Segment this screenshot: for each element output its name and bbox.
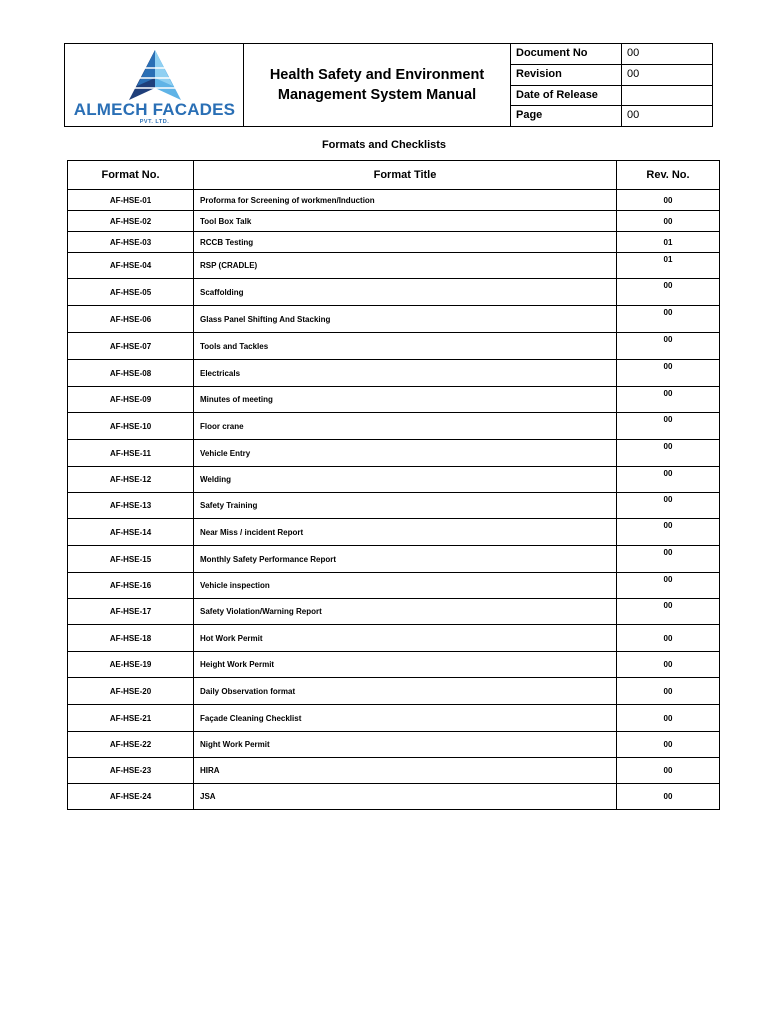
table-row <box>68 705 720 732</box>
rev-no-cell: 00 <box>617 546 720 573</box>
rev-no-cell: 01 <box>617 232 720 253</box>
rev-no-cell: 00 <box>617 784 720 810</box>
table-row <box>68 306 720 333</box>
document-meta <box>511 44 712 126</box>
rev-no-cell: 00 <box>617 279 720 306</box>
format-title-cell: Tool Box Talk <box>194 211 617 232</box>
manual-title-line-1: Health Safety and Environment <box>269 67 485 83</box>
rev-no-cell: 00 <box>617 306 720 333</box>
format-title-cell: Daily Observation format <box>194 678 617 705</box>
format-no-cell: AF-HSE-15 <box>68 546 194 573</box>
format-no-cell: AF-HSE-16 <box>68 573 194 599</box>
table-row <box>68 652 720 678</box>
format-title-cell: Vehicle inspection <box>194 573 617 599</box>
format-title-cell: Monthly Safety Performance Report <box>194 546 617 573</box>
formats-table <box>67 160 720 810</box>
document-header <box>64 43 713 127</box>
format-title-cell: Minutes of meeting <box>194 387 617 413</box>
meta-label: Document No <box>511 44 622 64</box>
meta-row-document-no <box>511 44 712 65</box>
rev-no-cell: 00 <box>617 387 720 413</box>
table-header-row <box>68 161 720 190</box>
meta-label: Revision <box>511 65 622 85</box>
rev-no-cell: 01 <box>617 253 720 279</box>
meta-value: 00 <box>627 47 640 59</box>
meta-row-revision <box>511 65 712 86</box>
rev-no-cell: 00 <box>617 190 720 211</box>
meta-label: Date of Release <box>511 86 622 106</box>
format-title-cell: Scaffolding <box>194 279 617 306</box>
table-row <box>68 387 720 413</box>
logo-subtitle: PVT. LTD. <box>139 119 170 125</box>
rev-no-cell: 00 <box>617 360 720 387</box>
column-header-format-no: Format No. <box>68 161 194 190</box>
format-no-cell: AF-HSE-05 <box>68 279 194 306</box>
table-row <box>68 190 720 211</box>
format-no-cell: AF-HSE-09 <box>68 387 194 413</box>
section-title: Formats and Checklists <box>321 139 447 151</box>
format-no-cell: AF-HSE-02 <box>68 211 194 232</box>
format-no-cell: AF-HSE-06 <box>68 306 194 333</box>
meta-row-date-of-release <box>511 86 712 107</box>
format-title-cell: Electricals <box>194 360 617 387</box>
meta-label: Page <box>511 106 622 126</box>
format-title-cell: Hot Work Permit <box>194 625 617 652</box>
rev-no-cell: 00 <box>617 652 720 678</box>
format-title-cell: Vehicle Entry <box>194 440 617 467</box>
logo-pyramid-icon <box>75 48 234 102</box>
rev-no-cell: 00 <box>617 678 720 705</box>
format-title-cell: Floor crane <box>194 413 617 440</box>
format-no-cell: AF-HSE-01 <box>68 190 194 211</box>
column-header-format-title: Format Title <box>194 161 617 190</box>
table-row <box>68 211 720 232</box>
rev-no-cell: 00 <box>617 211 720 232</box>
table-row <box>68 440 720 467</box>
rev-no-cell: 00 <box>617 732 720 758</box>
company-logo <box>65 44 244 126</box>
rev-no-cell: 00 <box>617 573 720 599</box>
format-title-cell: RSP (CRADLE) <box>194 253 617 279</box>
table-row <box>68 232 720 253</box>
format-no-cell: AF-HSE-23 <box>68 758 194 784</box>
table-row <box>68 758 720 784</box>
table-row <box>68 573 720 599</box>
table-row <box>68 625 720 652</box>
manual-title <box>244 44 511 126</box>
table-row <box>68 732 720 758</box>
table-row <box>68 360 720 387</box>
table-row <box>68 678 720 705</box>
manual-title-line-2: Management System Manual <box>277 87 477 103</box>
format-no-cell: AE-HSE-19 <box>68 652 194 678</box>
format-title-cell: Safety Training <box>194 493 617 519</box>
format-title-cell: Near Miss / incident Report <box>194 519 617 546</box>
format-no-cell: AF-HSE-03 <box>68 232 194 253</box>
rev-no-cell: 00 <box>617 705 720 732</box>
rev-no-cell: 00 <box>617 467 720 493</box>
rev-no-cell: 00 <box>617 625 720 652</box>
table-row <box>68 333 720 360</box>
column-header-rev-no: Rev. No. <box>617 161 720 190</box>
rev-no-cell: 00 <box>617 599 720 625</box>
format-title-cell: JSA <box>194 784 617 810</box>
logo-name: ALMECH FACADES <box>73 100 236 119</box>
format-title-cell: RCCB Testing <box>194 232 617 253</box>
format-no-cell: AF-HSE-08 <box>68 360 194 387</box>
format-title-cell: Safety Violation/Warning Report <box>194 599 617 625</box>
format-no-cell: AF-HSE-22 <box>68 732 194 758</box>
format-no-cell: AF-HSE-14 <box>68 519 194 546</box>
format-title-cell: Façade Cleaning Checklist <box>194 705 617 732</box>
rev-no-cell: 00 <box>617 493 720 519</box>
table-row <box>68 253 720 279</box>
meta-value: 00 <box>627 109 640 122</box>
format-title-cell: Night Work Permit <box>194 732 617 758</box>
rev-no-cell: 00 <box>617 440 720 467</box>
rev-no-cell: 00 <box>617 519 720 546</box>
table-row <box>68 546 720 573</box>
format-title-cell: HIRA <box>194 758 617 784</box>
table-body <box>68 190 720 810</box>
format-no-cell: AF-HSE-10 <box>68 413 194 440</box>
table-row <box>68 413 720 440</box>
table-row <box>68 279 720 306</box>
format-title-cell: Glass Panel Shifting And Stacking <box>194 306 617 333</box>
format-no-cell: AF-HSE-20 <box>68 678 194 705</box>
meta-row-page <box>511 106 712 126</box>
format-no-cell: AF-HSE-07 <box>68 333 194 360</box>
rev-no-cell: 00 <box>617 413 720 440</box>
format-title-cell: Proforma for Screening of workmen/Induction <box>194 190 617 211</box>
format-title-cell: Tools and Tackles <box>194 333 617 360</box>
format-no-cell: AF-HSE-13 <box>68 493 194 519</box>
format-no-cell: AF-HSE-12 <box>68 467 194 493</box>
format-title-cell: Welding <box>194 467 617 493</box>
table-row <box>68 467 720 493</box>
table-row <box>68 784 720 810</box>
format-title-cell: Height Work Permit <box>194 652 617 678</box>
format-no-cell: AF-HSE-04 <box>68 253 194 279</box>
format-no-cell: AF-HSE-24 <box>68 784 194 810</box>
format-no-cell: AF-HSE-21 <box>68 705 194 732</box>
format-no-cell: AF-HSE-11 <box>68 440 194 467</box>
table-row <box>68 493 720 519</box>
format-no-cell: AF-HSE-17 <box>68 599 194 625</box>
format-no-cell: AF-HSE-18 <box>68 625 194 652</box>
meta-value: 00 <box>627 67 640 80</box>
rev-no-cell: 00 <box>617 758 720 784</box>
meta-value <box>622 86 712 106</box>
table-row <box>68 519 720 546</box>
table-row <box>68 599 720 625</box>
rev-no-cell: 00 <box>617 333 720 360</box>
